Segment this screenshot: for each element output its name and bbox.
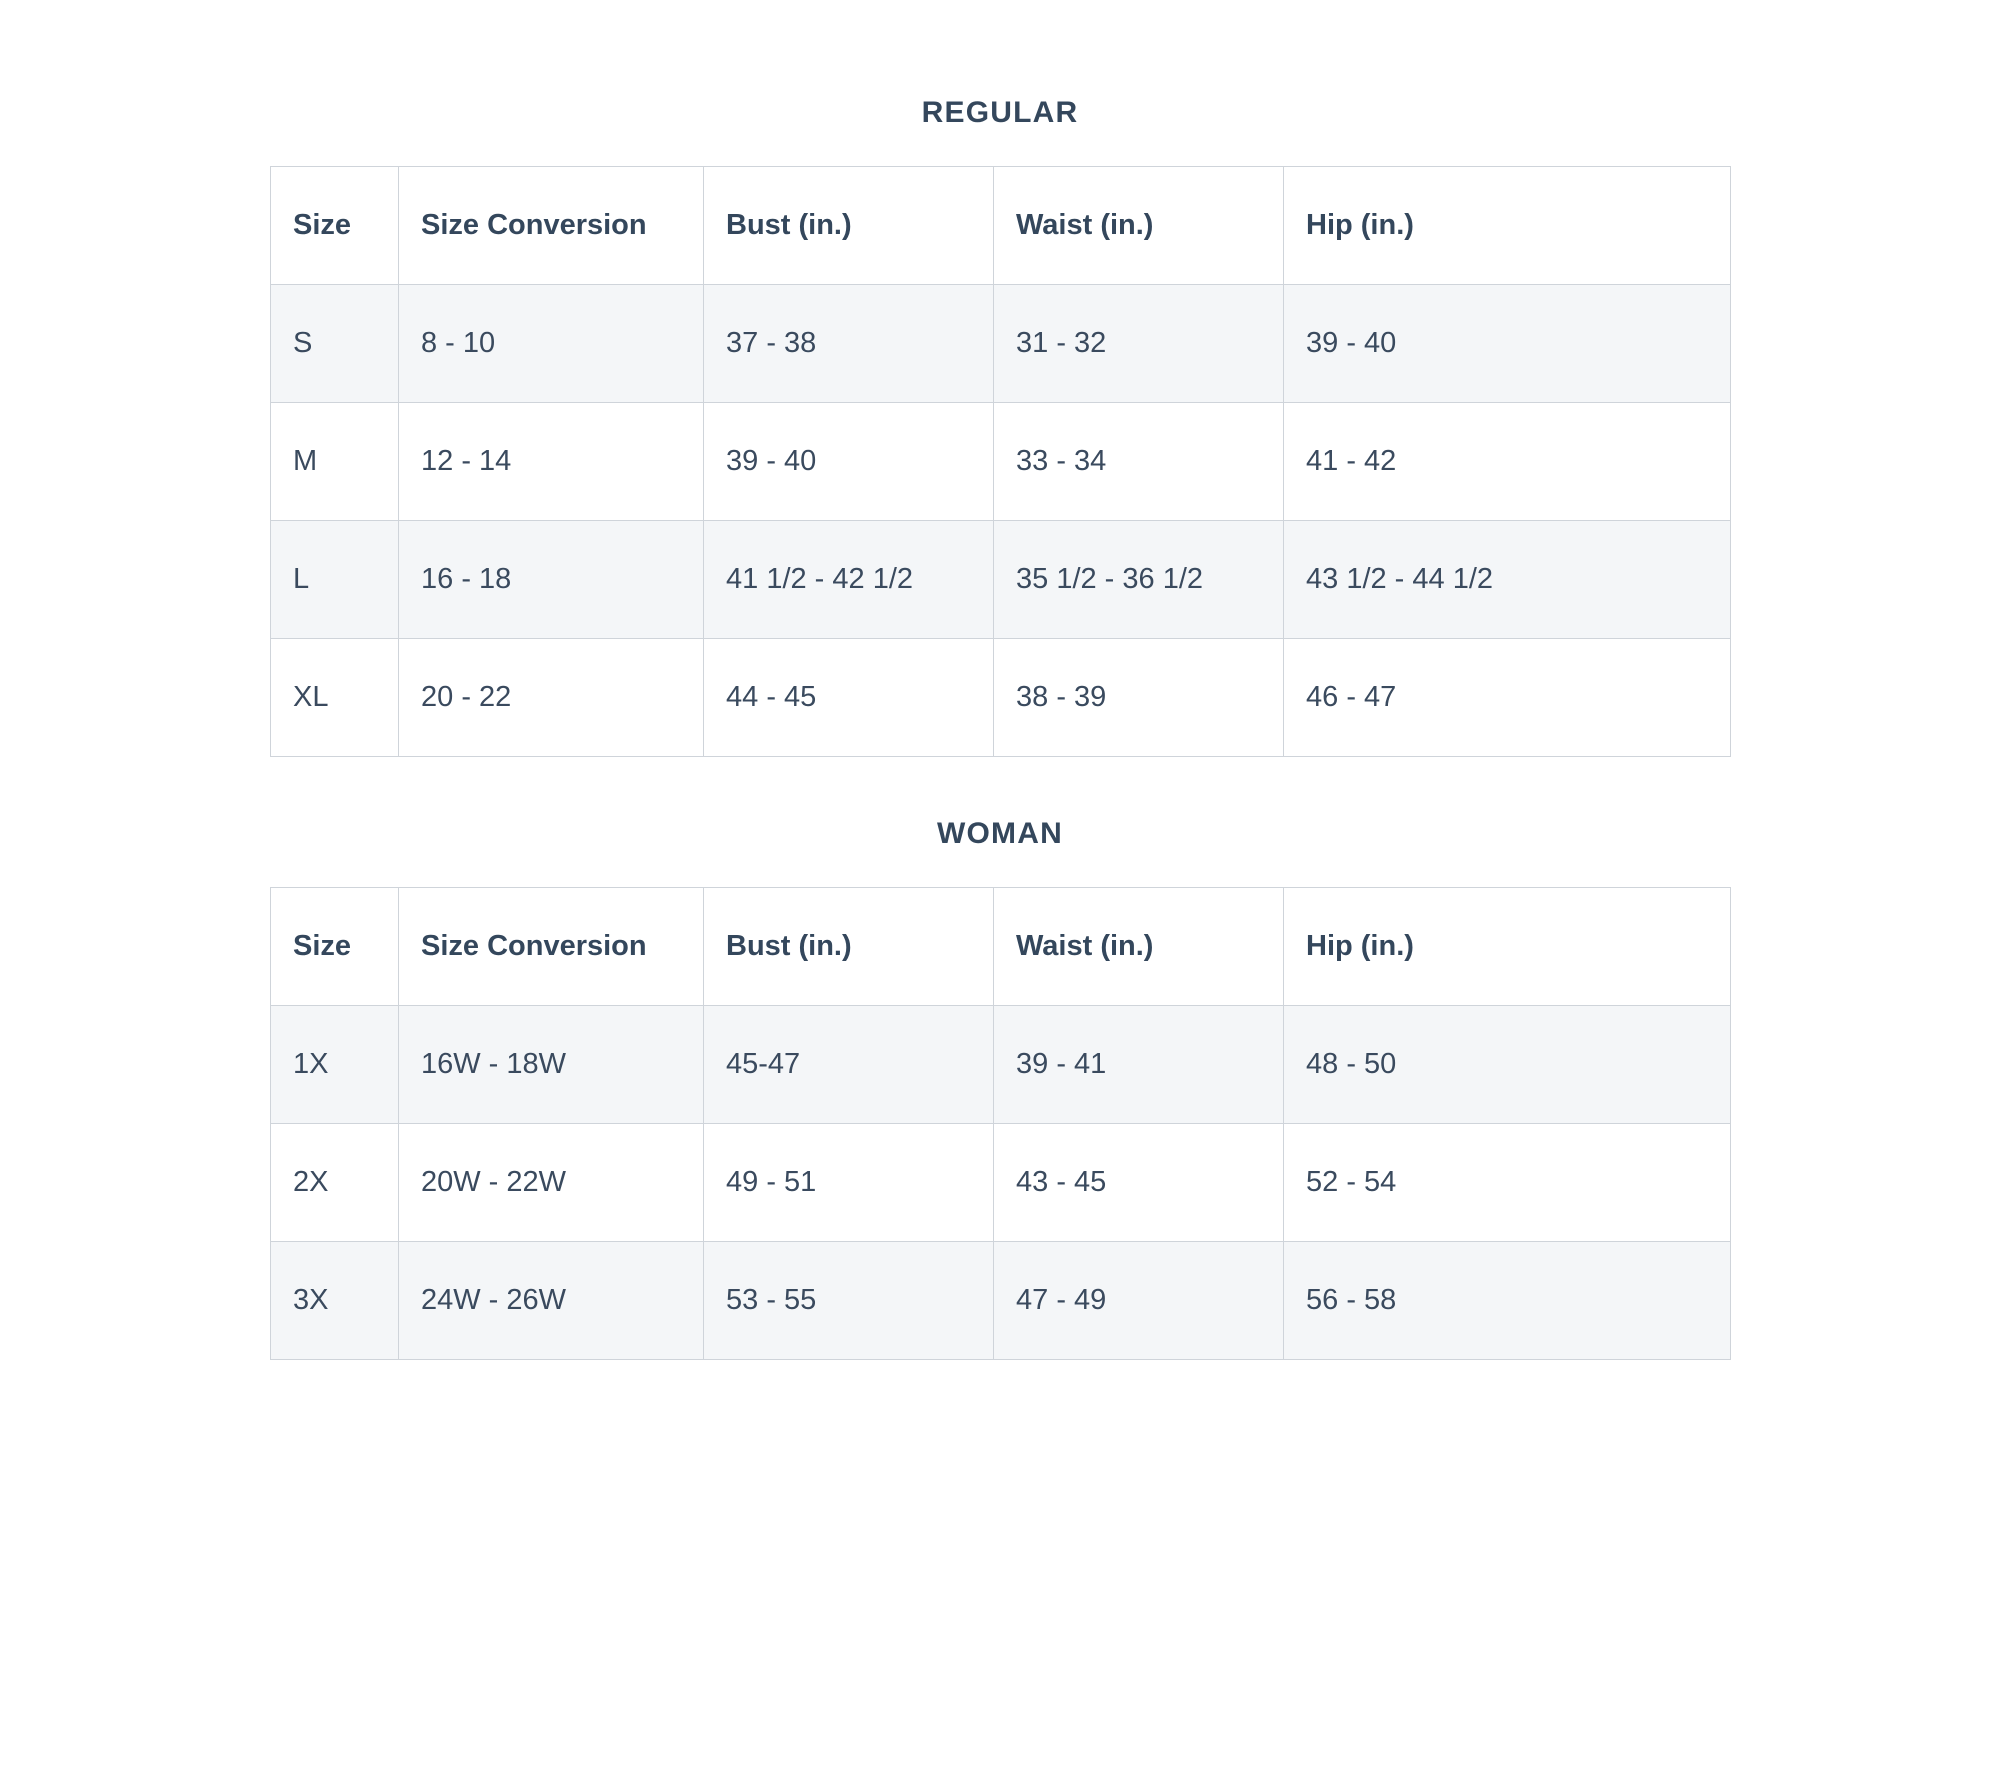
- cell-waist: 39 - 41: [994, 1006, 1284, 1124]
- cell-size: XL: [271, 639, 399, 757]
- regular-size-section: [270, 0, 1730, 757]
- cell-waist: 35 1/2 - 36 1/2: [994, 521, 1284, 639]
- cell-size-conversion: 12 - 14: [399, 403, 704, 521]
- regular-section-title: REGULAR: [921, 96, 1079, 129]
- cell-bust: 39 - 40: [704, 403, 994, 521]
- cell-bust: 37 - 38: [704, 285, 994, 403]
- column-header-size-conversion: Size Conversion: [399, 888, 704, 1006]
- cell-hip: 41 - 42: [1284, 403, 1731, 521]
- regular-size-table: [270, 166, 1731, 757]
- column-header-size-conversion: Size Conversion: [399, 167, 704, 285]
- cell-size-conversion: 20 - 22: [399, 639, 704, 757]
- column-header-size: Size: [271, 888, 399, 1006]
- woman-section-title: WOMAN: [937, 817, 1063, 850]
- cell-bust: 49 - 51: [704, 1124, 994, 1242]
- table-row: [271, 403, 1731, 521]
- cell-size-conversion: 20W - 22W: [399, 1124, 704, 1242]
- section-spacer: [0, 757, 2000, 817]
- cell-size-conversion: 24W - 26W: [399, 1242, 704, 1360]
- cell-bust: 45-47: [704, 1006, 994, 1124]
- cell-hip: 56 - 58: [1284, 1242, 1731, 1360]
- table-row: [271, 285, 1731, 403]
- cell-size-conversion: 8 - 10: [399, 285, 704, 403]
- cell-hip: 48 - 50: [1284, 1006, 1731, 1124]
- table-row: [271, 1124, 1731, 1242]
- column-header-waist: Waist (in.): [994, 167, 1284, 285]
- title-spacer: [270, 851, 1730, 887]
- column-header-waist: Waist (in.): [994, 888, 1284, 1006]
- woman-size-section: [270, 817, 1730, 1360]
- column-header-bust: Bust (in.): [704, 167, 994, 285]
- title-spacer: [270, 130, 1730, 166]
- cell-bust: 41 1/2 - 42 1/2: [704, 521, 994, 639]
- cell-waist: 43 - 45: [994, 1124, 1284, 1242]
- cell-size: 2X: [271, 1124, 399, 1242]
- table-row: [271, 1006, 1731, 1124]
- cell-hip: 52 - 54: [1284, 1124, 1731, 1242]
- column-header-bust: Bust (in.): [704, 888, 994, 1006]
- table-header-row: [271, 167, 1731, 285]
- cell-hip: 39 - 40: [1284, 285, 1731, 403]
- cell-size: 3X: [271, 1242, 399, 1360]
- cell-waist: 38 - 39: [994, 639, 1284, 757]
- cell-size: S: [271, 285, 399, 403]
- cell-waist: 31 - 32: [994, 285, 1284, 403]
- cell-hip: 46 - 47: [1284, 639, 1731, 757]
- cell-size: M: [271, 403, 399, 521]
- column-header-size: Size: [271, 167, 399, 285]
- table-header-row: [271, 888, 1731, 1006]
- table-row: [271, 521, 1731, 639]
- cell-size-conversion: 16W - 18W: [399, 1006, 704, 1124]
- woman-size-table: [270, 887, 1731, 1360]
- cell-size: L: [271, 521, 399, 639]
- table-row: [271, 639, 1731, 757]
- cell-bust: 44 - 45: [704, 639, 994, 757]
- column-header-hip: Hip (in.): [1284, 888, 1731, 1006]
- cell-waist: 47 - 49: [994, 1242, 1284, 1360]
- cell-size-conversion: 16 - 18: [399, 521, 704, 639]
- column-header-hip: Hip (in.): [1284, 167, 1731, 285]
- table-row: [271, 1242, 1731, 1360]
- cell-bust: 53 - 55: [704, 1242, 994, 1360]
- cell-waist: 33 - 34: [994, 403, 1284, 521]
- cell-size: 1X: [271, 1006, 399, 1124]
- cell-hip: 43 1/2 - 44 1/2: [1284, 521, 1731, 639]
